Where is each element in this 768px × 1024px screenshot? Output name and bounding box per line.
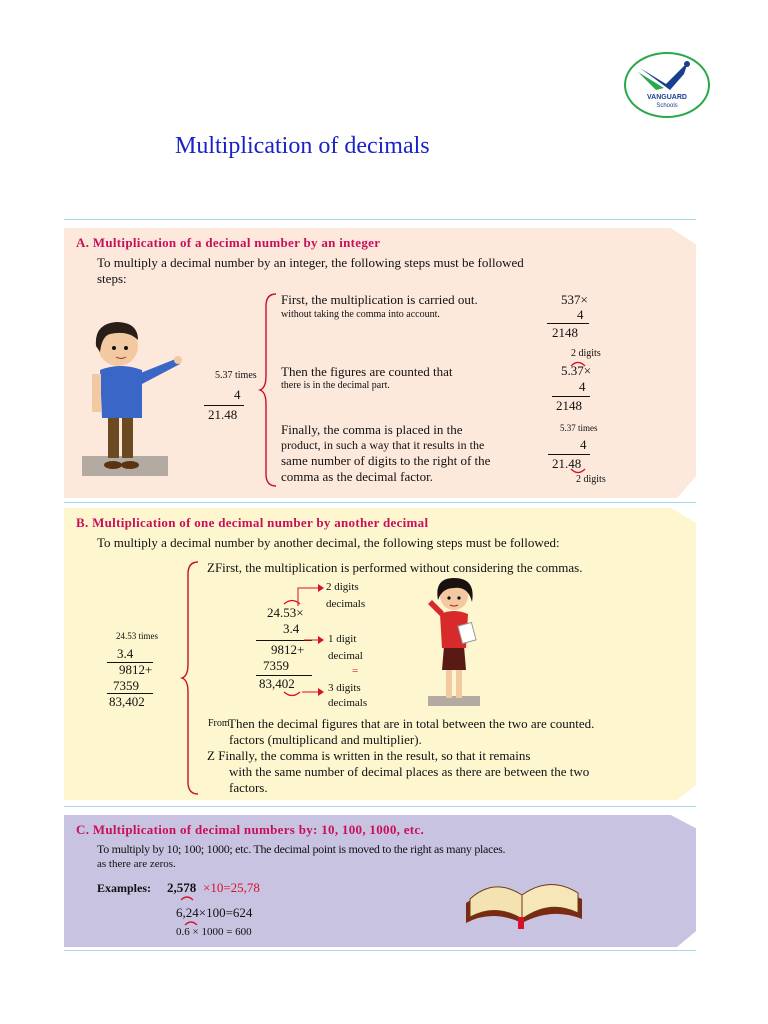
brace-icon <box>258 292 278 488</box>
step-a2: Then the figures are counted that <box>281 364 453 379</box>
note-decimal: decimal <box>328 650 363 662</box>
step-b2-prefix: From <box>208 718 230 729</box>
calc-b-mult: 3.4 <box>117 646 134 661</box>
section-c-line1: To multiply by 10; 100; 1000; etc. The decimal point is moved to the right as many places. <box>97 842 506 856</box>
section-a-intro-2: steps: <box>97 271 127 286</box>
step-a3-line: product, in such a way that it results in the <box>281 438 485 452</box>
note-decimals-2: decimals <box>328 697 368 709</box>
calc-b-label: 24.53 times <box>116 631 158 641</box>
step-a3-line: Finally, the comma is placed in the <box>281 422 463 437</box>
step-a3-line: comma as the decimal factor. <box>281 469 433 484</box>
calc1-result: 2148 <box>552 325 578 340</box>
vanguard-logo <box>624 52 710 118</box>
calc2-top: 5.37× <box>561 363 592 378</box>
calc3-digits: 2 digits <box>576 474 606 485</box>
calc-b-partial1: 9812+ <box>119 662 153 677</box>
divider <box>64 806 696 807</box>
section-c-heading: C. Multiplication of decimal numbers by: 10, 100, 1000, etc. <box>76 822 425 837</box>
logo-text: VANGUARD Schools <box>647 94 687 109</box>
calc-multiplier: 4 <box>234 387 241 402</box>
step-b3: Z Finally, the comma is written in the result, so that it remains <box>207 748 531 763</box>
calc-bc-result: 83,402 <box>259 676 295 691</box>
step-b3-line3: factors. <box>229 780 268 795</box>
section-b-intro: To multiply a decimal number by another decimal, the following steps must be followed: <box>97 535 560 550</box>
calc3-mult: 4 <box>580 437 587 452</box>
example-3: 0.6 × 1000 = 600 <box>176 926 252 938</box>
step-b2-line2: factors (multiplicand and multiplier). <box>229 732 422 747</box>
section-a-intro: To multiply a decimal number by an integer, the following steps must be followed <box>97 255 524 270</box>
examples-label: Examples: <box>97 881 151 895</box>
arrow-icons <box>296 586 326 698</box>
brace-icon <box>180 560 200 796</box>
calc1-mult: 4 <box>577 307 584 322</box>
note-decimals: decimals <box>326 598 366 610</box>
divider <box>64 219 696 220</box>
step-a1-note: without taking the comma into account. <box>281 309 440 320</box>
calc1-line <box>547 323 589 324</box>
open-book-icon <box>462 873 586 931</box>
calc1-top: 537× <box>561 292 588 307</box>
step-a3-line: same number of digits to the right of the <box>281 453 491 468</box>
example-1-result: ×10=25,78 <box>203 880 260 895</box>
boy-illustration <box>80 318 182 478</box>
calc3-label: 5.37 times <box>560 423 598 433</box>
section-a-heading: A. Multiplication of a decimal number by an integer <box>76 235 381 250</box>
section-b-heading: B. Multiplication of one decimal number by another decimal <box>76 515 429 530</box>
calc-b-result: 83,402 <box>109 694 145 709</box>
divider <box>64 950 696 951</box>
calc2-line <box>552 396 590 397</box>
girl-illustration <box>424 576 484 708</box>
step-b3-line2: with the same number of decimal places as there are between the two <box>229 764 590 779</box>
calc-label: 5.37 times <box>215 370 257 381</box>
note-1-digit: 1 digit <box>328 633 357 645</box>
calc2-result: 2148 <box>556 398 582 413</box>
note-3-digits: 3 digits <box>328 682 361 694</box>
calc2-digits: 2 digits <box>571 348 601 359</box>
example-1-number: 2,578 <box>167 880 197 895</box>
curve-mark-icon <box>180 894 194 902</box>
calc-result: 21.48 <box>208 407 238 422</box>
calc3-result: 21.48 <box>552 456 582 471</box>
calc-bc-partial2: 7359 <box>263 658 289 673</box>
step-b2: Then the decimal figures that are in total between the two are counted. <box>228 716 595 731</box>
calc3-line <box>548 454 590 455</box>
divider <box>64 502 696 503</box>
calc-b-partial2: 7359 <box>113 678 139 693</box>
calc-bc-mult: 3.4 <box>283 621 300 636</box>
section-c-line2: as there are zeros. <box>97 858 176 870</box>
calc-bc-top: 24.53× <box>267 605 304 620</box>
calc-line <box>204 405 244 406</box>
calc2-mult: 4 <box>579 379 586 394</box>
step-b1: ZFirst, the multiplication is performed without considering the commas. <box>207 560 583 575</box>
example-2: 6,24×100=624 <box>176 905 253 920</box>
page-title: Multiplication of decimals <box>175 133 430 159</box>
step-a1: First, the multiplication is carried out. <box>281 292 478 307</box>
note-equals: = <box>352 665 359 677</box>
note-2-digits: 2 digits <box>326 581 359 593</box>
calc-bc-partial1: 9812+ <box>271 642 305 657</box>
step-a2-note: there is in the decimal part. <box>281 380 390 391</box>
